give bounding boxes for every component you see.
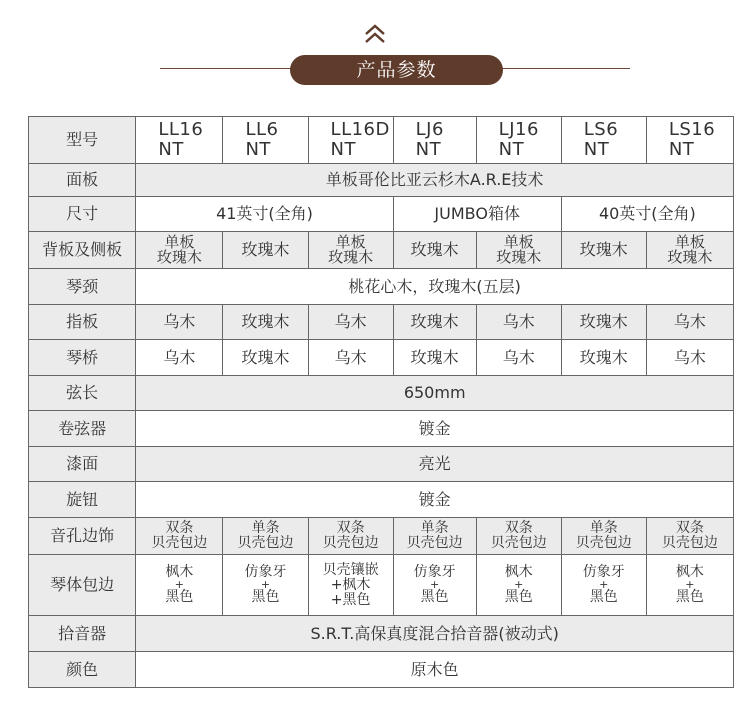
model-cell: LS16 NT [646,117,733,164]
model-cell: LL16D NT [308,117,393,164]
row-color [29,652,734,688]
row-label: 颜色 [29,652,136,688]
value-cell: 玫瑰木 [223,305,308,340]
row-scale [29,376,734,411]
value-cell: 单板 玫瑰木 [136,232,223,269]
value-cell: 乌木 [136,305,223,340]
value-cell: 仿象牙 + 黑色 [393,555,476,616]
row-label: 拾音器 [29,616,136,652]
value-cell: 乌木 [476,340,561,376]
value-cell: 玫瑰木 [393,305,476,340]
value-cell: 桃花心木，玫瑰木(五层) [136,269,734,305]
value-cell: 镀金 [136,482,734,518]
row-model [29,117,734,164]
row-label: 琴桥 [29,340,136,376]
value-cell: 650mm [136,376,734,411]
section-title: 产品参数 [290,55,503,85]
value-cell: 单条 贝壳包边 [223,518,308,555]
value-cell: 枫木 + 黑色 [136,555,223,616]
value-cell: 枫木 + 黑色 [476,555,561,616]
row-binding [29,555,734,616]
row-label: 面板 [29,164,136,197]
value-cell: 玫瑰木 [561,340,646,376]
value-cell: 玫瑰木 [561,232,646,269]
header-line-right [495,68,630,69]
row-bridge [29,340,734,376]
row-label: 音孔边饰 [29,518,136,555]
value-cell: 乌木 [308,340,393,376]
value-cell: 贝壳镶嵌 +枫木 +黑色 [308,555,393,616]
value-cell: 单条 贝壳包边 [561,518,646,555]
model-cell: LL6 NT [223,117,308,164]
model-cell: LJ16 NT [476,117,561,164]
row-label: 弦长 [29,376,136,411]
value-cell: 双条 贝壳包边 [136,518,223,555]
row-back [29,232,734,269]
value-cell: 乌木 [646,305,733,340]
value-cell: 双条 贝壳包边 [308,518,393,555]
value-cell: 乌木 [476,305,561,340]
row-label: 指板 [29,305,136,340]
row-label: 型号 [29,117,136,164]
value-cell: S.R.T.高保真度混合拾音器(被动式) [136,616,734,652]
value-cell: 41英寸(全角) [136,197,393,232]
value-cell: 单板 玫瑰木 [476,232,561,269]
value-cell: 单板 玫瑰木 [308,232,393,269]
double-chevron-up-icon [360,18,390,48]
row-label: 漆面 [29,447,136,482]
value-cell: 单板哥伦比亚云杉木A.R.E技术 [136,164,734,197]
row-fingerboard [29,305,734,340]
value-cell: 双条 贝壳包边 [646,518,733,555]
value-cell: 乌木 [308,305,393,340]
row-finish [29,447,734,482]
value-cell: 仿象牙 + 黑色 [223,555,308,616]
row-label: 琴颈 [29,269,136,305]
value-cell: 乌木 [136,340,223,376]
row-neck [29,269,734,305]
row-label: 旋钮 [29,482,136,518]
value-cell: 单条 贝壳包边 [393,518,476,555]
value-cell: 玫瑰木 [561,305,646,340]
row-label: 卷弦器 [29,411,136,447]
value-cell: 玫瑰木 [223,232,308,269]
row-size [29,197,734,232]
value-cell: 玫瑰木 [393,340,476,376]
row-tuner [29,411,734,447]
value-cell: 原木色 [136,652,734,688]
row-label: 尺寸 [29,197,136,232]
row-label: 琴体包边 [29,555,136,616]
row-rosette [29,518,734,555]
spec-table [28,116,734,688]
row-top [29,164,734,197]
row-knob [29,482,734,518]
model-cell: LL16 NT [136,117,223,164]
value-cell: 40英寸(全角) [561,197,733,232]
value-cell: JUMBO箱体 [393,197,561,232]
value-cell: 镀金 [136,411,734,447]
row-pickup [29,616,734,652]
value-cell: 玫瑰木 [223,340,308,376]
value-cell: 乌木 [646,340,733,376]
value-cell: 双条 贝壳包边 [476,518,561,555]
model-cell: LJ6 NT [393,117,476,164]
header-line-left [160,68,300,69]
value-cell: 仿象牙 + 黑色 [561,555,646,616]
model-cell: LS6 NT [561,117,646,164]
value-cell: 玫瑰木 [393,232,476,269]
row-label: 背板及侧板 [29,232,136,269]
value-cell: 亮光 [136,447,734,482]
value-cell: 单板 玫瑰木 [646,232,733,269]
value-cell: 枫木 + 黑色 [646,555,733,616]
